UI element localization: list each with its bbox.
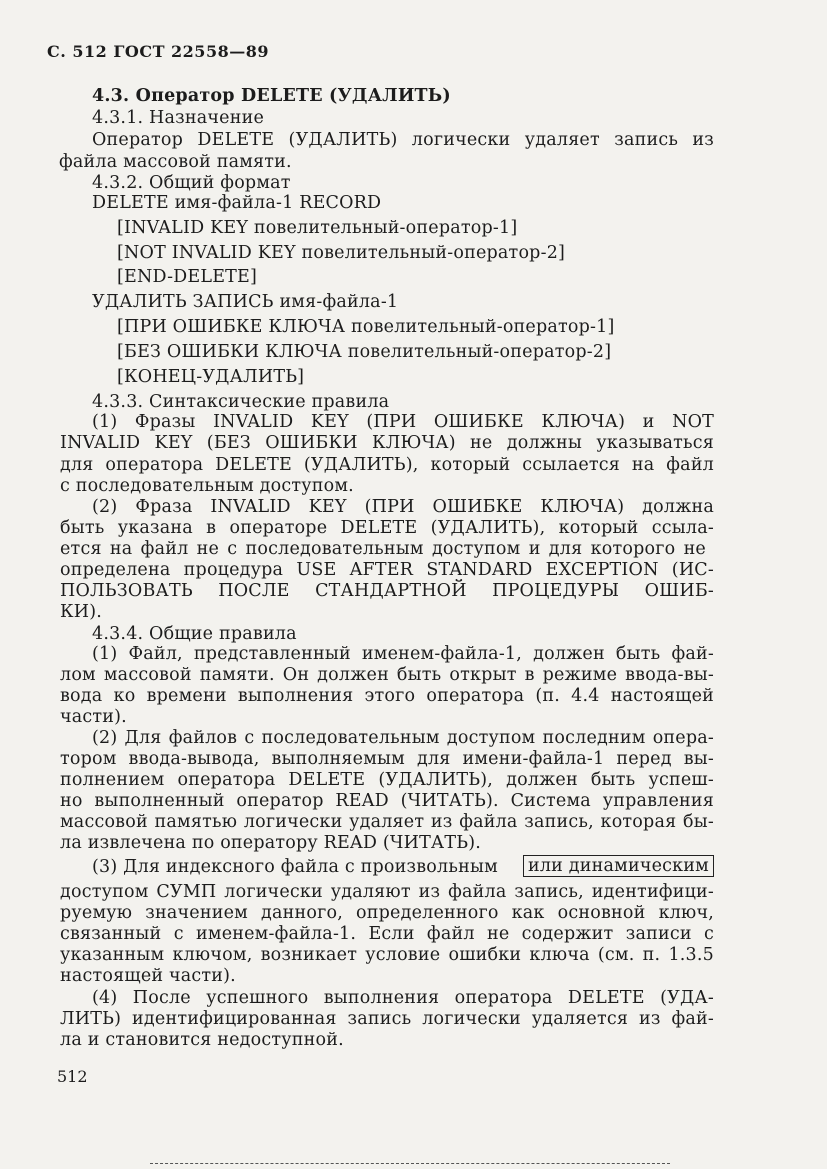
running-header: С. 512 ГОСТ 22558—89 xyxy=(47,42,269,61)
syntax-line: УДАЛИТЬ ЗАПИСЬ имя-файла-1 xyxy=(92,292,399,312)
paragraph-line: руемую значением данного, определенного как основной ключ, xyxy=(60,903,714,923)
paragraph-line: определена процедура USE AFTER STANDARD EXCEPTION (ИС- xyxy=(60,560,714,580)
syntax-line: [ПРИ ОШИБКЕ КЛЮЧА повелительный-оператор-1] xyxy=(117,317,615,337)
paragraph-line: настоящей части). xyxy=(60,966,236,986)
paragraph-line: Оператор DELETE (УДАЛИТЬ) логически удаляет запись из xyxy=(92,130,714,150)
paragraph-line: (2) Фраза INVALID KEY (ПРИ ОШИБКЕ КЛЮЧА) должна xyxy=(92,497,714,517)
paragraph-line: полнением оператора DELETE (УДАЛИТЬ), должен быть успеш- xyxy=(60,770,714,790)
syntax-line: [БЕЗ ОШИБКИ КЛЮЧА повелительный-оператор-2] xyxy=(117,342,612,362)
syntax-line: [END-DELETE] xyxy=(117,267,258,287)
subsection-heading: 4.3.1. Назначение xyxy=(92,108,264,128)
paragraph-line: но выполненный оператор READ (ЧИТАТЬ). Система управления xyxy=(60,791,714,811)
subsection-heading: 4.3.3. Синтаксические правила xyxy=(92,392,390,412)
paragraph-line: с последовательным доступом. xyxy=(60,476,354,496)
paragraph-line: части). xyxy=(60,707,127,727)
paragraph-line: ется на файл не с последовательным доступом и для которого не xyxy=(60,539,706,559)
paragraph-line: вода ко времени выполнения этого оператора (п. 4.4 настоящей xyxy=(60,686,714,706)
paragraph-line: КИ). xyxy=(60,602,102,622)
paragraph-line: связанный с именем-файла-1. Если файл не содержит записи с xyxy=(60,924,714,944)
section-heading: 4.3. Оператор DELETE (УДАЛИТЬ) xyxy=(92,86,451,106)
paragraph-line: ПОЛЬЗОВАТЬ ПОСЛЕ СТАНДАРТНОЙ ПРОЦЕДУРЫ ОШИБ- xyxy=(60,581,714,601)
syntax-line: [NOT INVALID KEY повелительный-оператор-2] xyxy=(117,243,566,263)
paragraph-line: ла и становится недоступной. xyxy=(60,1030,344,1050)
paragraph-line: лом массовой памяти. Он должен быть открыт в режиме ввода-вы- xyxy=(60,665,714,685)
page-bottom-rule xyxy=(150,1163,670,1164)
paragraph-line: INVALID KEY (БЕЗ ОШИБКИ КЛЮЧА) не должны указываться xyxy=(60,433,714,453)
paragraph-line: ла извлечена по оператору READ (ЧИТАТЬ). xyxy=(60,833,482,853)
paragraph-line: (3) Для индексного файла с произвольным xyxy=(92,857,498,877)
syntax-line: DELETE имя-файла-1 RECORD xyxy=(92,193,382,213)
paragraph-line: быть указана в операторе DELETE (УДАЛИТЬ), который ссыла- xyxy=(60,518,714,538)
paragraph-line: файла массовой памяти. xyxy=(59,152,292,172)
syntax-line: [INVALID KEY повелительный-оператор-1] xyxy=(117,218,518,238)
boxed-phrase: или динамическим xyxy=(523,855,714,877)
syntax-line: [КОНЕЦ-УДАЛИТЬ] xyxy=(117,367,305,387)
paragraph-line: (1) Фразы INVALID KEY (ПРИ ОШИБКЕ КЛЮЧА) и NOT xyxy=(92,412,714,432)
paragraph-line: массовой памятью логически удаляет из файла запись, которая бы- xyxy=(60,812,714,832)
paragraph-line: для оператора DELETE (УДАЛИТЬ), который ссылается на файл xyxy=(60,455,714,475)
page-number: 512 xyxy=(57,1067,88,1086)
paragraph-line: тором ввода-вывода, выполняемым для имени-файла-1 перед вы- xyxy=(60,749,714,769)
paragraph-line: доступом СУМП логически удаляют из файла запись, идентифици- xyxy=(60,882,714,902)
paragraph-line: указанным ключом, возникает условие ошибки ключа (см. п. 1.3.5 xyxy=(60,945,714,965)
paragraph-line: (1) Файл, представленный именем-файла-1, должен быть фай- xyxy=(92,644,714,664)
subsection-heading: 4.3.4. Общие правила xyxy=(92,624,297,644)
paragraph-line: (2) Для файлов с последовательным доступом последним опера- xyxy=(92,728,714,748)
paragraph-line: (4) После успешного выполнения оператора DELETE (УДА- xyxy=(92,988,714,1008)
subsection-heading: 4.3.2. Общий формат xyxy=(92,173,291,193)
paragraph-line: ЛИТЬ) идентифицированная запись логически удаляется из фай- xyxy=(60,1009,714,1029)
